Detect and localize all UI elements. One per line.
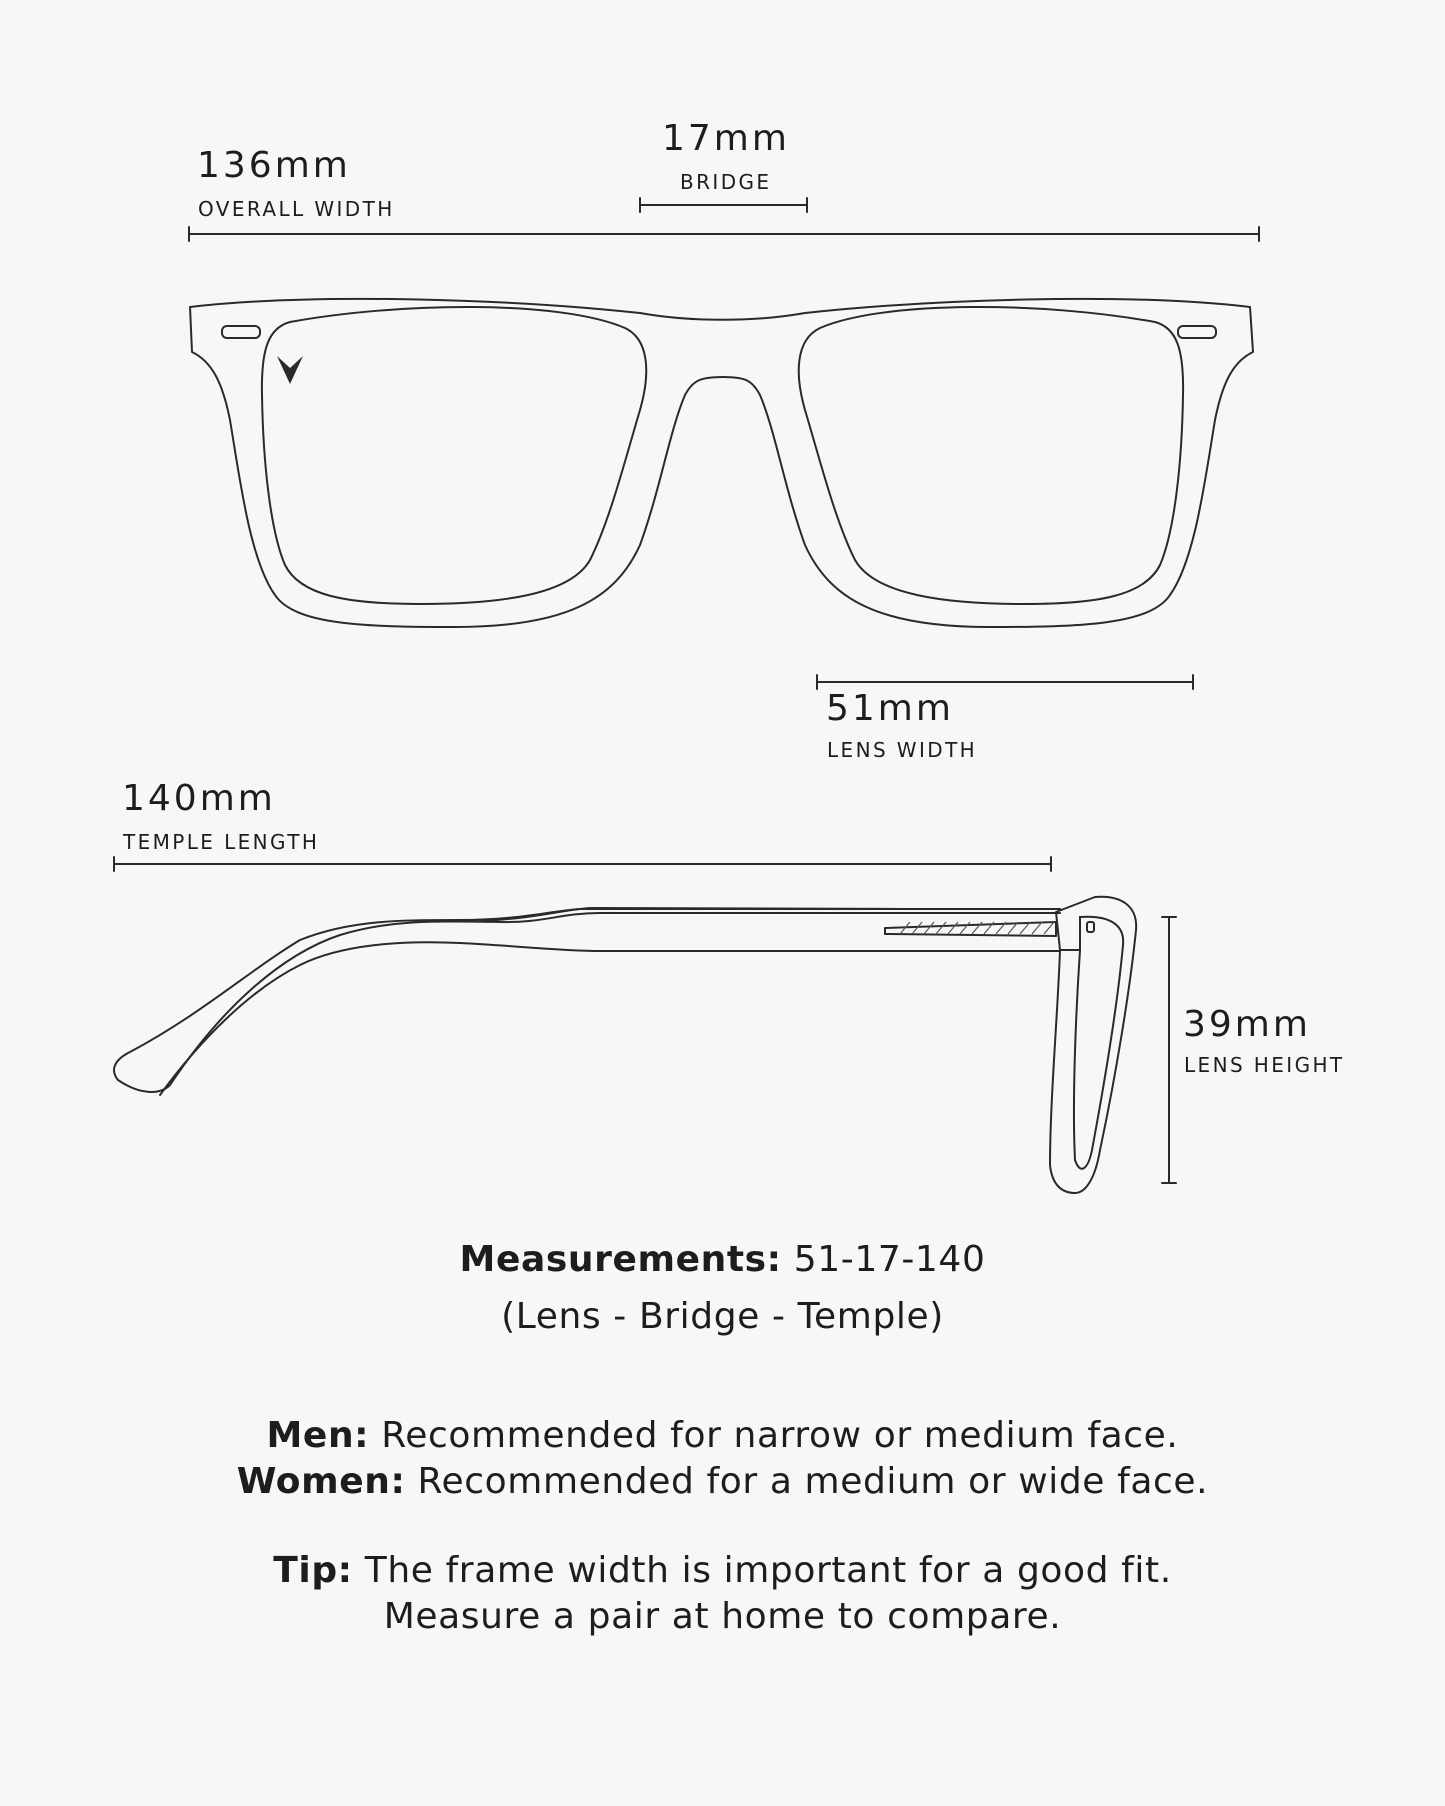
overall-width-line — [189, 227, 1259, 241]
lens-width-value: 51mm — [826, 688, 954, 729]
men-label: Men: — [266, 1415, 370, 1456]
tip-text-line1: The frame width is important for a good fit. — [364, 1550, 1172, 1591]
side-hinge-dot — [1087, 922, 1094, 932]
temple-arm-outline — [114, 909, 1060, 1092]
left-hinge-slot — [222, 326, 260, 338]
right-lens-outline — [799, 307, 1183, 604]
temple-length-value: 140mm — [122, 778, 276, 819]
measurements-value: 51-17-140 — [793, 1239, 986, 1280]
overall-width-value: 136mm — [197, 145, 351, 186]
measurements-label: Measurements: — [459, 1239, 782, 1280]
lens-height-label: LENS HEIGHT — [1184, 1053, 1345, 1077]
left-lens-outline — [262, 307, 646, 604]
lens-height-value: 39mm — [1183, 1004, 1311, 1045]
brand-logo-icon — [277, 356, 303, 384]
overall-width-label: OVERALL WIDTH — [198, 197, 395, 221]
lens-height-line — [1162, 917, 1176, 1183]
tip-line — [0, 1548, 1445, 1594]
bridge-label: BRIDGE — [680, 170, 772, 194]
women-fit-line — [0, 1459, 1445, 1505]
temple-length-label: TEMPLE LENGTH — [123, 830, 320, 854]
hinge-hatch-outline — [885, 922, 1056, 936]
women-text: Recommended for a medium or wide face. — [417, 1461, 1209, 1502]
measurements-line — [0, 1237, 1445, 1283]
front-frame-outline — [190, 299, 1253, 627]
men-text: Recommended for narrow or medium face. — [381, 1415, 1179, 1456]
tip-text-line2: Measure a pair at home to compare. — [383, 1596, 1062, 1637]
women-label: Women: — [236, 1461, 406, 1502]
bridge-line — [640, 198, 807, 212]
bridge-value: 17mm — [662, 118, 790, 159]
lens-width-label: LENS WIDTH — [827, 738, 978, 762]
tip-label: Tip: — [273, 1550, 353, 1591]
temple-length-line — [114, 857, 1051, 871]
men-fit-line — [0, 1413, 1445, 1459]
measurements-legend: (Lens - Bridge - Temple) — [501, 1296, 944, 1337]
right-hinge-slot — [1178, 326, 1216, 338]
lens-width-line — [817, 675, 1193, 689]
